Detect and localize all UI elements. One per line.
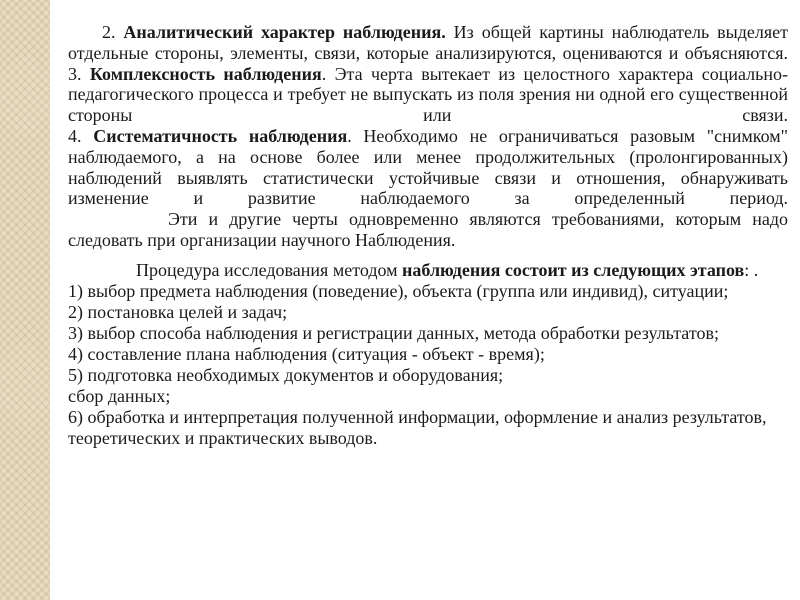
procedure-step: 1) выбор предмета наблюдения (поведение), объекта (группа или индивид), ситуации; xyxy=(68,280,729,301)
heading-complexity: Комплексность наблюдения xyxy=(89,63,322,84)
item-number: 2. xyxy=(102,22,116,42)
paragraph-systematic xyxy=(68,126,788,209)
text-systematic: . Необходимо не ограничиваться разовым "снимком" наблюдаемого, а на основе более или менее продолжительных (пролонгированных) наблюдений выявлять статистически устойчивые связи и отношения, обнаруживать изменение и развитие наблюдаемого за определенный период. xyxy=(68,125,789,209)
item-number: 3. xyxy=(68,63,82,84)
paragraph-complexity xyxy=(68,64,788,126)
text-requirements: Эти и другие черты одновременно являются требованиями, которым надо следовать при организации научного Наблюдения. xyxy=(68,209,788,250)
features-section xyxy=(68,22,788,251)
procedure-step: 3) выбор способа наблюдения и регистрации данных, метода обработки результатов; xyxy=(68,322,719,343)
procedure-intro xyxy=(68,260,788,281)
text-analytical: Из общей картины наблюдатель выделяет отдельные стороны, элементы, связи, которые анализируются, оцениваются и объясняются. xyxy=(68,22,788,63)
procedure-step: 4) составление плана наблюдения (ситуация - объект - время); xyxy=(68,343,545,364)
text-complexity: . Эта черта вытекает из целостного характера социально-педагогического процесса и требует не выпускать из поля зрения ни одной его существенной стороны или связи. xyxy=(68,63,788,126)
intro-tail: : . xyxy=(744,259,759,280)
procedure-step: 5) подготовка необходимых документов и оборудования; xyxy=(68,364,504,385)
item-number: 4. xyxy=(68,125,82,146)
intro-bold: наблюдения состоит из следующих этапов xyxy=(402,259,745,280)
procedure-step: 6) обработка и интерпретация полученной информации, оформление и анализ результатов, теоретических и практических выводов. xyxy=(68,406,767,448)
document-body xyxy=(68,22,788,449)
heading-analytical: Аналитический характер наблюдения. xyxy=(123,22,446,42)
intro-text: Процедура исследования методом xyxy=(136,259,403,280)
procedure-section xyxy=(68,260,788,449)
procedure-step: сбор данных; xyxy=(68,385,171,406)
paragraph-analytical xyxy=(68,22,788,64)
heading-systematic: Систематичность наблюдения xyxy=(93,125,348,146)
procedure-step: 2) постановка целей и задач; xyxy=(68,301,288,322)
decorative-texture-strip xyxy=(0,0,50,600)
paragraph-requirements xyxy=(68,209,788,251)
